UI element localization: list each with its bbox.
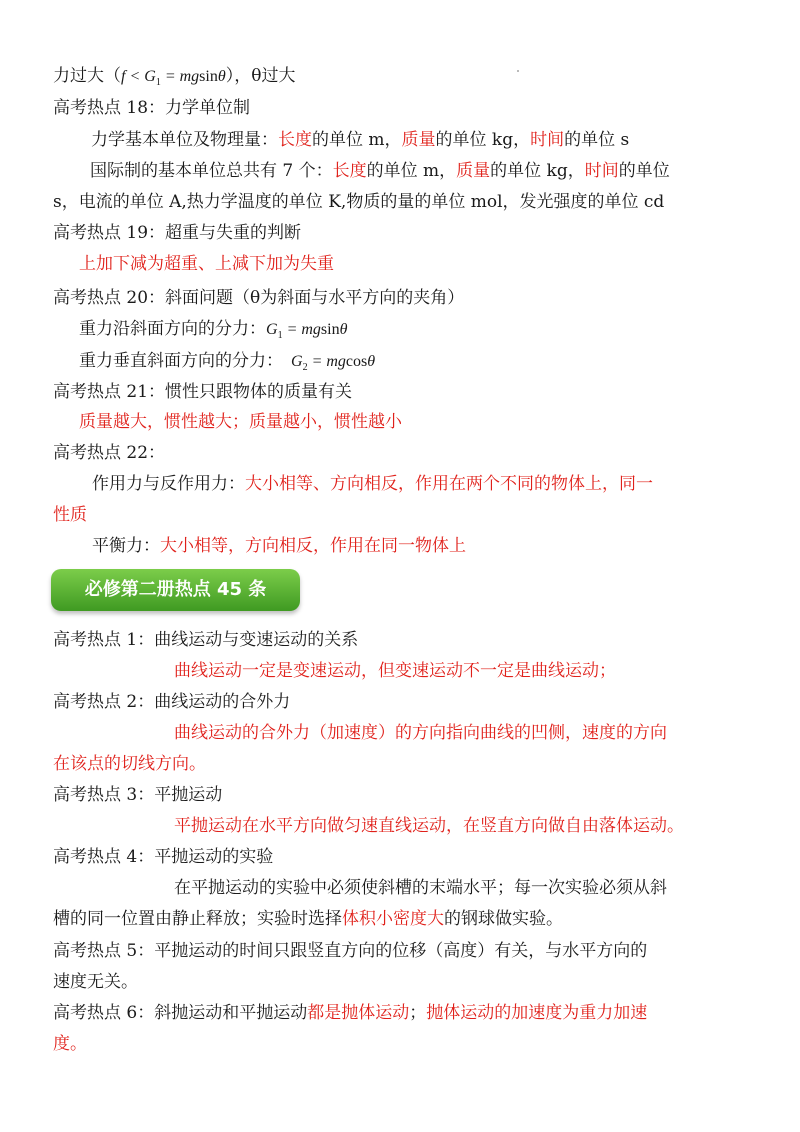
text-run: 力过大（ <box>53 66 121 86</box>
paragraph-si-units-cont: s，电流的单位 A,热力学温度的单位 K,物质的量的单位 mol，发光强度的单位 cd <box>53 192 665 212</box>
highlight-length: 长度 <box>278 130 312 150</box>
formula-line-g2 <box>79 349 800 380</box>
math-op: = <box>282 321 302 338</box>
answer-curve-motion: 曲线运动一定是变速运动，但变速运动不一定是曲线运动； <box>174 661 616 681</box>
heading-hotspot-22: 高考热点 22： <box>53 443 166 463</box>
math-var: G <box>266 321 278 338</box>
highlight-mass: 质量 <box>456 161 491 181</box>
math-sub: 2 <box>302 362 308 374</box>
text-run: 重力沿斜面方向的分力： <box>79 319 266 339</box>
highlight-gravity: 抛体运动的加速度为重力加速 <box>426 1003 648 1023</box>
text-run: ； <box>409 1003 427 1023</box>
answer-overweight: 上加下减为超重、上减下加为失重 <box>79 254 334 274</box>
paragraph-hotspot-6-cont: 度。 <box>53 1034 87 1054</box>
answer-net-force-cont: 在该点的切线方向。 <box>53 754 206 774</box>
highlight-time: 时间 <box>584 161 619 181</box>
text-run: 重力垂直斜面方向的分力： <box>79 351 283 371</box>
paragraph-experiment: 在平抛运动的实验中必须使斜槽的末端水平；每一次实验必须从斜 <box>174 878 667 898</box>
text-run: 国际制的基本单位总共有 7 个： <box>90 161 333 181</box>
math-var: mg <box>179 68 200 85</box>
heading-hotspot-19: 高考热点 19：超重与失重的判断 <box>53 223 302 243</box>
highlight-mass: 质量 <box>401 130 436 150</box>
math-op: = <box>160 68 180 85</box>
paragraph-experiment-cont <box>53 907 800 931</box>
text-run: ），θ过大 <box>225 66 296 86</box>
math-fn: sin <box>320 321 340 338</box>
math-var: θ <box>217 68 226 85</box>
heading-hotspot-4: 高考热点 4：平抛运动的实验 <box>53 847 274 867</box>
math-var: G <box>144 68 156 85</box>
answer-projectile: 平抛运动在水平方向做匀速直线运动，在竖直方向做自由落体运动。 <box>174 816 684 836</box>
text-run: 的单位 m， <box>312 130 402 150</box>
math-op: = <box>307 353 327 370</box>
text-run: 的单位 m， <box>366 161 457 181</box>
heading-hotspot-21: 高考热点 21：惯性只跟物体的质量有关 <box>53 382 353 402</box>
paragraph-action-reaction-cont: 性质 <box>53 505 87 525</box>
text-run: 高考热点 6：斜抛运动和平抛运动 <box>53 1003 308 1023</box>
paragraph-hotspot-5-cont: 速度无关。 <box>53 972 138 992</box>
highlight-time: 时间 <box>530 130 565 150</box>
formula-line-g1 <box>79 317 800 348</box>
math-var: mg <box>301 321 321 338</box>
heading-hotspot-5: 高考热点 5：平抛运动的时间只跟竖直方向的位移（高度）有关，与水平方向的 <box>53 941 648 961</box>
heading-hotspot-20: 高考热点 20：斜面问题（θ为斜面与水平方向的夹角） <box>53 288 465 308</box>
paragraph-mechanics-units <box>91 128 800 152</box>
section-banner: 必修第二册热点 45 条 <box>51 569 300 611</box>
math-var: θ <box>339 321 348 338</box>
math-fn: cos <box>345 353 368 370</box>
highlight-projectile: 都是抛体运动 <box>307 1003 410 1023</box>
text-run: 作用力与反作用力： <box>92 474 245 494</box>
text-run: 的钢球做实验。 <box>444 909 563 929</box>
text-run: 的单位 <box>618 161 670 181</box>
text-run: 力学基本单位及物理量： <box>91 130 278 150</box>
text-run: 平衡力： <box>92 536 160 556</box>
math-var: θ <box>367 353 376 370</box>
math-var: mg <box>326 353 346 370</box>
math-var: f <box>121 68 126 85</box>
heading-hotspot-2: 高考热点 2：曲线运动的合外力 <box>53 692 291 712</box>
paragraph-si-units <box>90 159 800 183</box>
text-run: 槽的同一位置由静止释放；实验时选择 <box>53 909 342 929</box>
math-fn: sin <box>199 68 218 85</box>
text-run: 的单位 s <box>564 130 630 150</box>
math-op: < <box>125 68 145 85</box>
highlight-balanced: 大小相等，方向相反，作用在同一物体上 <box>160 536 466 556</box>
heading-hotspot-6 <box>53 1001 800 1025</box>
highlight-action-reaction: 大小相等、方向相反，作用在两个不同的物体上，同一 <box>245 474 653 494</box>
heading-hotspot-1: 高考热点 1：曲线运动与变速运动的关系 <box>53 630 359 650</box>
highlight-length: 长度 <box>332 161 367 181</box>
highlight-ball-choice: 体积小密度大 <box>342 909 444 929</box>
heading-hotspot-18: 高考热点 18：力学单位制 <box>53 98 251 118</box>
answer-net-force: 曲线运动的合外力（加速度）的方向指向曲线的凹侧，速度的方向 <box>174 723 667 743</box>
heading-hotspot-3: 高考热点 3：平抛运动 <box>53 785 223 805</box>
paragraph-balanced-forces <box>92 534 800 558</box>
answer-inertia: 质量越大，惯性越大；质量越小，惯性越小 <box>79 412 402 432</box>
paragraph-action-reaction <box>92 472 800 496</box>
formula-line-friction <box>53 64 800 95</box>
math-sub: 1 <box>155 77 161 89</box>
math-var: G <box>291 353 303 370</box>
math-sub: 1 <box>277 330 283 342</box>
text-run: 的单位 kg， <box>490 161 585 181</box>
text-run: 的单位 kg， <box>435 130 531 150</box>
